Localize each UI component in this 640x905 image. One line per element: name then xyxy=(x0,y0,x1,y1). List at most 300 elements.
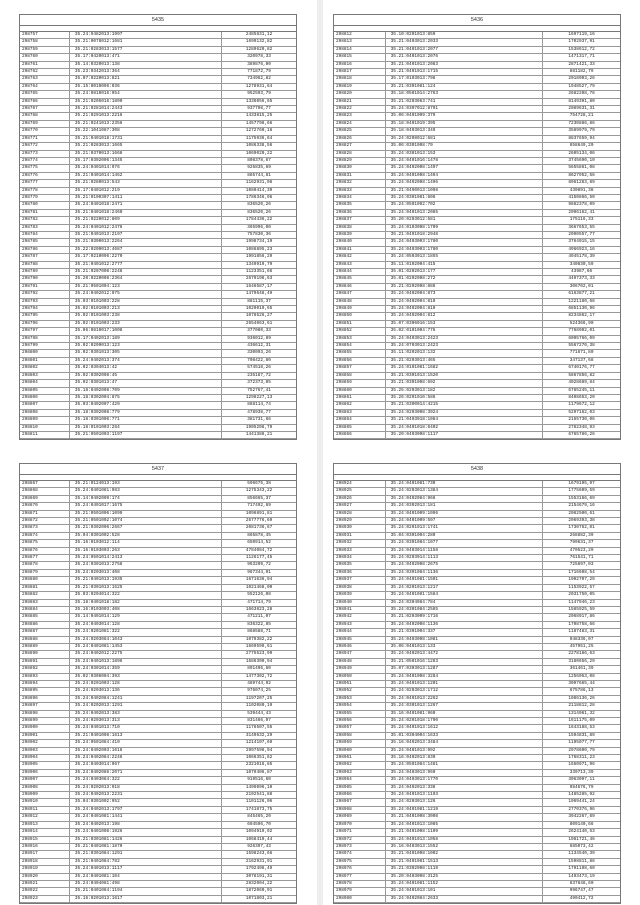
row-id-cell: 298809 xyxy=(20,417,70,423)
row-id-cell: 298758 xyxy=(20,39,70,45)
cadastral-number-cell: 35.24:0401013:2262 xyxy=(386,696,544,702)
table-row xyxy=(20,814,296,821)
cadastral-number-cell: 35.24:0403013:960 xyxy=(386,770,544,776)
row-id-cell: 298978 xyxy=(334,881,386,887)
cadastral-number-cell: 35.24:0101081:1682 xyxy=(386,365,544,371)
cadastral-number-cell: 35.21:0401013:2077 xyxy=(386,47,544,53)
table-row xyxy=(20,525,296,532)
table-row xyxy=(20,91,296,98)
amount-cell: 1948527,79 xyxy=(568,83,595,89)
table-row xyxy=(20,395,296,402)
amount-cell: 2997598,94 xyxy=(245,747,273,753)
row-id-cell: 298893 xyxy=(20,674,70,680)
table-row xyxy=(334,688,620,695)
table-row xyxy=(20,225,296,232)
cadastral-number-cell: 35.14:0320013:138 xyxy=(70,62,222,68)
amount-cell: 381731,66 xyxy=(247,417,271,423)
row-id-cell: 298767 xyxy=(20,106,70,112)
row-id-cell: 298939 xyxy=(334,592,386,598)
row-id-cell: 298823 xyxy=(334,113,386,119)
row-id-cell: 298910 xyxy=(20,799,70,805)
table-row xyxy=(334,432,620,439)
amount-cell: 1197207,25 xyxy=(245,695,273,701)
cadastral-number-cell: 35.24:0402004:873 xyxy=(386,291,544,297)
row-id-cell: 298856 xyxy=(334,358,386,364)
table-row xyxy=(334,210,620,217)
row-id-cell: 298836 xyxy=(334,210,386,216)
cadastral-number-cell: 35.24:0301084:2585 xyxy=(386,607,544,613)
amount-cell: 771671,80 xyxy=(569,350,594,356)
table-row xyxy=(334,859,620,866)
cadastral-number-cell: 35.24:0401016:1478 xyxy=(386,158,544,164)
amount-cell: 2677776,69 xyxy=(245,518,273,524)
amount-cell: 771872,79 xyxy=(247,69,271,75)
amount-cell: 1071803,21 xyxy=(245,895,273,901)
row-id-cell: 298912 xyxy=(20,814,70,820)
amount-cell: 694596,70 xyxy=(247,821,271,827)
row-id-cell: 298883 xyxy=(20,600,70,606)
table-row xyxy=(20,755,296,762)
cadastral-number-cell: 35.24:0402012:975 xyxy=(70,291,222,297)
cadastral-number-cell: 35.21:0301013:1520 xyxy=(386,373,544,379)
amount-cell: 1660971,96 xyxy=(568,762,595,768)
row-id-cell: 298813 xyxy=(334,39,386,45)
row-id-cell: 298869 xyxy=(20,496,70,502)
row-id-cell: 298930 xyxy=(334,525,386,531)
table-row xyxy=(334,173,620,180)
cadastral-number-cell: 35.24:0401008:3284 xyxy=(386,674,544,680)
cadastral-number-cell: 35.21:0401081:1513 xyxy=(386,859,544,865)
row-id-cell: 298782 xyxy=(20,217,70,223)
cadastral-number-cell: 35.21:0100307:1411 xyxy=(70,195,222,201)
row-id-cell: 298849 xyxy=(334,306,386,312)
amount-cell: 1176507,55 xyxy=(245,725,273,731)
amount-cell: 2096162,41 xyxy=(568,209,595,215)
row-id-cell: 298875 xyxy=(20,540,70,546)
cadastral-number-cell: 35.03:0204014:322 xyxy=(70,592,222,598)
amount-cell: 2082500,61 xyxy=(568,510,595,516)
cadastral-number-cell: 35.07:0306016:153 xyxy=(386,321,544,327)
table-row xyxy=(334,637,620,644)
table-row xyxy=(334,674,620,681)
cadastral-number-cell: 35.24:0401081:1219 xyxy=(386,807,544,813)
cadastral-number-cell: 35.24:0402013:1797 xyxy=(70,807,222,813)
row-id-cell: 298807 xyxy=(20,402,70,408)
amount-cell: 8837659,94 xyxy=(568,135,595,141)
row-id-cell: 298902 xyxy=(20,740,70,746)
table-row xyxy=(334,629,620,636)
row-id-cell: 298881 xyxy=(20,585,70,591)
cadastral-number-cell: 35.02:0101003:213 xyxy=(70,306,222,312)
amount-cell: 717492,69 xyxy=(247,503,271,509)
amount-cell: 596675,38 xyxy=(247,481,271,486)
amount-cell: 1314061,32 xyxy=(568,710,595,716)
cadastral-number-cell: 35.21:0490013:1098 xyxy=(386,188,544,194)
amount-cell: 885744,81 xyxy=(247,172,271,178)
row-id-cell: 298775 xyxy=(20,165,70,171)
cadastral-number-cell: 35.21:0301008:692 xyxy=(386,380,544,386)
cadastral-number-cell: 35.20:0403008:3125 xyxy=(386,874,544,880)
table-row xyxy=(334,496,620,503)
row-id-cell: 298854 xyxy=(334,343,386,349)
cadastral-number-cell: 35.24:0401009:597 xyxy=(386,518,544,524)
amount-cell: 2018903,26 xyxy=(568,76,595,82)
row-id-cell: 298911 xyxy=(20,807,70,813)
cadastral-number-cell: 35.04:0301002:528 xyxy=(70,533,222,539)
row-id-cell: 298846 xyxy=(334,284,386,290)
cadastral-number-cell: 35.21:0501006:1099 xyxy=(70,511,222,517)
amount-cell: 1134540,39 xyxy=(568,851,595,857)
row-id-cell: 298885 xyxy=(20,614,70,620)
table-row xyxy=(334,837,620,844)
cadastral-number-cell: 35.24:0301013:153 xyxy=(386,151,544,157)
table-row xyxy=(20,748,296,755)
cadastral-number-cell: 35.21:0401008:1002 xyxy=(386,851,544,857)
row-id-cell: 298762 xyxy=(20,69,70,75)
cadastral-number-cell: 35.24:0201013:1217 xyxy=(386,585,544,591)
amount-cell: 1081721,46 xyxy=(568,836,595,842)
row-id-cell: 298760 xyxy=(20,54,70,60)
cadastral-number-cell: 35.06:0401013:133 xyxy=(386,644,544,650)
amount-cell: 6785245,11 xyxy=(568,387,595,393)
cadastral-number-cell: 35.24:0401013:1612 xyxy=(386,725,544,731)
table-row xyxy=(20,644,296,651)
row-id-cell: 298787 xyxy=(20,254,70,260)
amount-cell: 1175936,64 xyxy=(245,135,273,141)
table-row xyxy=(334,488,620,495)
table-row xyxy=(20,540,296,547)
cadastral-number-cell: 35.22:1041087:308 xyxy=(70,128,222,134)
amount-cell: 489744,92 xyxy=(247,680,271,686)
cadastral-number-cell: 35.24:0402004:810 xyxy=(386,306,544,312)
table-row xyxy=(20,321,296,328)
amount-cell: 6163877,21 xyxy=(568,291,595,297)
row-id-cell: 298771 xyxy=(20,136,70,142)
amount-cell: 1153922,57 xyxy=(568,584,595,590)
cadastral-number-cell: 35.21:0301081:124 xyxy=(386,84,544,90)
page-number: 5437 xyxy=(20,464,296,475)
page-number: 5436 xyxy=(334,15,620,26)
table-row xyxy=(334,217,620,224)
row-id-cell: 298980 xyxy=(334,896,386,902)
cadastral-number-cell: 35.24:0403014:967 xyxy=(70,762,222,768)
table-row xyxy=(20,269,296,276)
amount-cell: 837848,60 xyxy=(569,880,594,886)
row-id-cell: 298949 xyxy=(334,666,386,672)
row-id-cell: 298829 xyxy=(334,158,386,164)
table-row xyxy=(334,888,620,895)
table-row xyxy=(334,69,620,76)
row-id-cell: 298970 xyxy=(334,822,386,828)
amount-cell: 2978600,79 xyxy=(568,747,595,753)
amount-cell: 6765786,26 xyxy=(568,431,595,437)
row-id-cell: 298862 xyxy=(334,402,386,408)
table-row xyxy=(20,622,296,629)
cadastral-number-cell: 35.18:0402008:709 xyxy=(70,388,222,394)
row-id-cell: 298806 xyxy=(20,395,70,401)
row-id-cell: 298840 xyxy=(334,239,386,245)
cadastral-number-cell: 35.18:0401019:395 xyxy=(386,121,544,127)
amount-cell: 1123351,66 xyxy=(245,269,273,274)
amount-cell: 6740176,77 xyxy=(568,365,595,371)
table-row xyxy=(20,313,296,320)
row-id-cell: 298898 xyxy=(20,711,70,717)
table-row xyxy=(20,343,296,350)
amount-cell: 1784436,22 xyxy=(245,217,273,223)
table-row xyxy=(334,336,620,343)
amount-cell: 1101126,06 xyxy=(245,799,273,805)
row-id-cell: 298950 xyxy=(334,674,386,680)
row-id-cell: 298824 xyxy=(334,121,386,127)
table-row xyxy=(334,291,620,298)
amount-cell: 1998734,19 xyxy=(245,239,273,245)
cadastral-number-cell: 35.24:0401081:983 xyxy=(70,488,222,494)
table-row xyxy=(334,570,620,577)
table-row xyxy=(334,388,620,395)
table-row xyxy=(20,247,296,254)
table-row xyxy=(334,202,620,209)
amount-cell: 1275343,22 xyxy=(245,488,273,494)
row-id-cell: 298826 xyxy=(334,136,386,142)
amount-cell: 2682208,78 xyxy=(568,91,595,97)
table-row xyxy=(20,276,296,283)
table-row xyxy=(20,688,296,695)
table-row xyxy=(20,785,296,792)
table-row xyxy=(334,99,620,106)
table-row xyxy=(334,373,620,380)
amount-cell: 524366,90 xyxy=(569,320,594,326)
table-row xyxy=(334,343,620,350)
amount-cell: 2321016,85 xyxy=(245,762,273,768)
cadastral-number-cell: 35.24:0402084:2633 xyxy=(386,896,544,902)
cadastral-number-cell: 35.02:0301013:305 xyxy=(70,350,222,356)
table-row xyxy=(334,799,620,806)
row-id-cell: 298855 xyxy=(334,350,386,356)
cadastral-number-cell: 35.24:0810016:954 xyxy=(70,91,222,97)
table-row xyxy=(334,822,620,829)
cadastral-number-cell: 35.21:0281014:2443 xyxy=(70,106,222,112)
table-row xyxy=(334,232,620,239)
table-row xyxy=(334,425,620,432)
table-row xyxy=(20,425,296,432)
table-row xyxy=(20,896,296,903)
amount-cell: 268882,39 xyxy=(569,532,594,538)
table-row xyxy=(20,173,296,180)
amount-cell: 1086136,26 xyxy=(568,695,595,701)
row-id-cell: 298906 xyxy=(20,770,70,776)
amount-cell: 937798,77 xyxy=(247,106,271,112)
amount-cell: 1272760,16 xyxy=(245,128,273,134)
table-row xyxy=(20,577,296,584)
amount-cell: 650914,52 xyxy=(247,540,271,546)
table-row xyxy=(334,195,620,202)
table-row xyxy=(334,881,620,888)
row-id-cell: 298955 xyxy=(334,711,386,717)
amount-cell: 436612,31 xyxy=(247,343,271,349)
amount-cell: 1069441,24 xyxy=(568,799,595,805)
row-id-cell: 298895 xyxy=(20,688,70,694)
table-row xyxy=(334,651,620,658)
cadastral-number-cell: 35.21:0390013:2264 xyxy=(70,239,222,245)
table-row xyxy=(334,555,620,562)
cadastral-number-cell: 35.24:0402086:2071 xyxy=(70,770,222,776)
amount-cell: 845465,20 xyxy=(247,814,271,820)
row-id-cell: 298863 xyxy=(334,410,386,416)
cadastral-number-cell: 35.21:0401084:1194 xyxy=(70,888,222,894)
cadastral-number-cell: 35.24:0401008:1926 xyxy=(70,829,222,835)
cadastral-number-cell: 35.03:0101003:228 xyxy=(70,299,222,305)
row-id-cell: 298956 xyxy=(334,718,386,724)
table-row xyxy=(20,829,296,836)
row-id-cell: 298920 xyxy=(20,874,70,880)
table-row xyxy=(20,637,296,644)
cadastral-number-cell: 35.24:0401013:1058 xyxy=(386,837,544,843)
amount-cell: 4966923,16 xyxy=(568,246,595,252)
table-row xyxy=(334,681,620,688)
table-row xyxy=(334,844,620,851)
row-id-cell: 298947 xyxy=(334,651,386,657)
amount-cell: 754728,21 xyxy=(569,113,594,119)
table-row xyxy=(334,247,620,254)
cadastral-number-cell: 35.06:0401009:379 xyxy=(386,113,544,119)
row-id-cell: 298772 xyxy=(20,143,70,149)
amount-cell: 1020019,65 xyxy=(245,306,273,312)
cadastral-number-cell: 35.24:0203013:408 xyxy=(70,570,222,576)
table-row xyxy=(20,518,296,525)
cadastral-number-cell: 35.21:0302006:2667 xyxy=(70,525,222,531)
cadastral-number-cell: 35.21:0401013:1935 xyxy=(70,577,222,583)
cadastral-number-cell: 35.24:0402084:968 xyxy=(386,496,544,502)
cadastral-number-cell: 35.21:0501016:1283 xyxy=(386,659,544,665)
amount-cell: 1068410,44 xyxy=(245,836,273,842)
amount-cell: 175116,33 xyxy=(569,217,594,223)
cadastral-number-cell: 35.21:0401013:2197 xyxy=(70,232,222,238)
row-id-cell: 298921 xyxy=(20,881,70,887)
amount-cell: 708422,80 xyxy=(247,357,271,363)
table-row xyxy=(334,76,620,83)
amount-cell: 8961283,89 xyxy=(568,180,595,186)
amount-cell: 734962,82 xyxy=(247,76,271,82)
table-row xyxy=(334,62,620,69)
table-row xyxy=(334,600,620,607)
cadastral-number-cell: 35.24:0401013:1193 xyxy=(386,792,544,798)
amount-cell: 836520,26 xyxy=(247,209,271,215)
amount-cell: 552126,08 xyxy=(247,592,271,598)
row-id-cell: 298942 xyxy=(334,614,386,620)
row-id-cell: 298940 xyxy=(334,600,386,606)
row-id-cell: 298832 xyxy=(334,180,386,186)
row-id-cell: 298866 xyxy=(334,432,386,438)
amount-cell: 372373,05 xyxy=(247,380,271,386)
amount-cell: 1066351,62 xyxy=(245,755,273,761)
amount-cell: 430891,38 xyxy=(569,187,594,193)
table-row xyxy=(334,777,620,784)
table-row xyxy=(20,614,296,621)
cadastral-number-cell: 35.21:0401008:3008 xyxy=(386,814,544,820)
table-row xyxy=(334,659,620,666)
table-row xyxy=(20,143,296,150)
amount-cell: 891496,60 xyxy=(247,666,271,672)
cadastral-number-cell: 35.24:0402084:2246 xyxy=(70,755,222,761)
row-id-cell: 298827 xyxy=(334,143,386,149)
amount-cell: 919516,60 xyxy=(247,777,271,783)
amount-cell: 339713,39 xyxy=(569,769,594,775)
cadastral-number-cell: 35.24:0401013:2085 xyxy=(386,210,544,216)
table-row xyxy=(334,755,620,762)
row-id-cell: 298805 xyxy=(20,388,70,394)
row-id-cell: 298776 xyxy=(20,173,70,179)
amount-cell: 5297162,03 xyxy=(568,409,595,415)
table-row xyxy=(20,262,296,269)
table-row xyxy=(334,733,620,740)
cadastral-number-cell: 35.24:0401081:1152 xyxy=(386,881,544,887)
amount-cell: 4497373,33 xyxy=(568,276,595,282)
row-id-cell: 298932 xyxy=(334,540,386,546)
row-id-cell: 298788 xyxy=(20,262,70,268)
amount-cell: 2679198,63 xyxy=(245,276,273,282)
table-row xyxy=(20,350,296,357)
cadastral-number-cell: 35.21:0401018:2948 xyxy=(386,232,544,238)
table-row xyxy=(20,725,296,732)
row-id-cell: 298768 xyxy=(20,113,70,119)
row-id-cell: 298871 xyxy=(20,511,70,517)
cadastral-number-cell: 35.24:0401013:1117 xyxy=(70,866,222,872)
amount-cell: 1679195,97 xyxy=(568,481,595,486)
amount-cell: 757830,36 xyxy=(247,231,271,237)
table-row xyxy=(20,195,296,202)
amount-cell: 836520,26 xyxy=(247,202,271,208)
amount-cell: 3149632,29 xyxy=(245,732,273,738)
row-id-cell: 298961 xyxy=(334,755,386,761)
row-id-cell: 298877 xyxy=(20,555,70,561)
row-id-cell: 298908 xyxy=(20,785,70,791)
row-id-cell: 298757 xyxy=(20,32,70,38)
amount-cell: 761541,71 xyxy=(569,555,594,561)
amount-cell: 967344,01 xyxy=(247,569,271,575)
amount-cell: 330093,26 xyxy=(247,350,271,356)
table-row xyxy=(20,548,296,555)
amount-cell: 1708758,66 xyxy=(568,621,595,627)
table-row xyxy=(20,217,296,224)
cadastral-number-cell: 35.21:0370013:1668 xyxy=(70,151,222,157)
cadastral-number-cell: 35.10:0201013:859 xyxy=(386,32,544,38)
cadastral-number-cell: 35.24:0401081:1453 xyxy=(70,644,222,650)
table-row xyxy=(20,47,296,54)
row-id-cell: 298876 xyxy=(20,548,70,554)
amount-cell: 1079406,87 xyxy=(245,769,273,775)
table-row xyxy=(334,299,620,306)
row-id-cell: 298913 xyxy=(20,822,70,828)
amount-cell: 6095766,09 xyxy=(568,335,595,341)
cadastral-number-cell: 35.24:0402012:2275 xyxy=(70,651,222,657)
table-row xyxy=(334,39,620,46)
table-row xyxy=(334,284,620,291)
amount-cell: 926397,43 xyxy=(247,843,271,849)
cadastral-number-cell: 35.24:0402013:383 xyxy=(70,711,222,717)
amount-cell: 1646587,17 xyxy=(245,283,273,289)
table-row xyxy=(20,696,296,703)
cadastral-number-cell: 35.24:0203084:1043 xyxy=(70,637,222,643)
cadastral-number-cell: 35.24:0401081:104 xyxy=(70,874,222,880)
cadastral-number-cell: 35.24:0203013:313 xyxy=(70,718,222,724)
table-row xyxy=(334,165,620,172)
row-id-cell: 298972 xyxy=(334,837,386,843)
row-id-cell: 298886 xyxy=(20,622,70,628)
cadastral-number-cell: 35.21:0401013:1715 xyxy=(386,69,544,75)
cadastral-number-cell: 35.16:0103003:408 xyxy=(70,607,222,613)
table-row xyxy=(334,321,620,328)
amount-cell: 3589979,79 xyxy=(568,128,595,134)
